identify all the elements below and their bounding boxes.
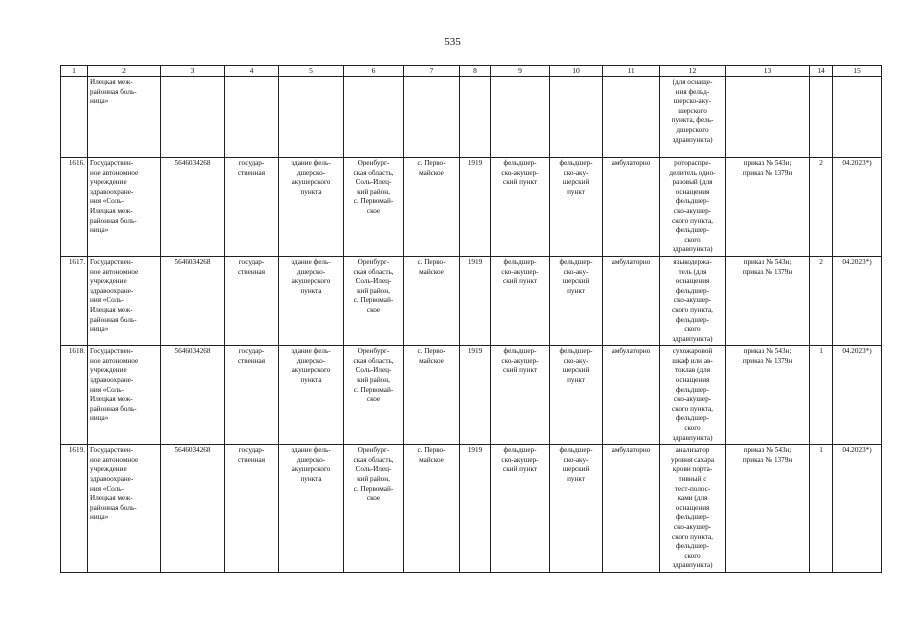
header-cell: 13 — [726, 66, 810, 77]
cell-qty: 2 — [810, 158, 833, 257]
cell-type10: фельдшер- ско-аку- шерский пункт — [550, 158, 603, 257]
cell-address — [344, 77, 404, 158]
cell-type9: фельдшер- ско-акушер- ский пункт — [491, 346, 550, 445]
cell-settlement: с. Перво- майское — [404, 256, 460, 345]
header-cell: 2 — [88, 66, 161, 77]
equipment-table — [60, 65, 882, 573]
cell-address: Оренбург- ская область, Соль-Илец- кий район, с. Первомай- ское — [344, 445, 404, 573]
header-cell: 1 — [61, 66, 88, 77]
cell-settlement: с. Перво- майское — [404, 346, 460, 445]
cell-org: Государствен- ное автономное учреждение здравоохране- ния «Соль- Илецкая меж- районная боль- ница» — [88, 158, 161, 257]
cell-care — [603, 77, 660, 158]
cell-inn: 5646034268 — [161, 445, 225, 573]
cell-year: 1919 — [460, 158, 491, 257]
header-cell: 4 — [225, 66, 279, 77]
cell-inn: 5646034268 — [161, 346, 225, 445]
cell-date — [833, 77, 882, 158]
header-cell: 7 — [404, 66, 460, 77]
cell-org: Илецкая меж- районная боль- ница» — [88, 77, 161, 158]
cell-org: Государствен- ное автономное учреждение здравоохране- ния «Соль- Илецкая меж- районная боль- ница» — [88, 445, 161, 573]
cell-equipment: анализатор уровня сахара крови порта- тивный с тест-полос- ками (для оснащения фельдшер- ско-акушер- ского пункта, фельдшер- ского здравпункта) — [660, 445, 726, 573]
cell-inn — [161, 77, 225, 158]
header-cell: 11 — [603, 66, 660, 77]
cell-type9: фельдшер- ско-акушер- ский пункт — [491, 445, 550, 573]
cell-building: здание фель- дшерско- акушерского пункта — [279, 445, 344, 573]
cell-org: Государствен- ное автономное учреждение здравоохране- ния «Соль- Илецкая меж- районная боль- ница» — [88, 256, 161, 345]
cell-order: приказ № 543н; приказ № 1379н — [726, 158, 810, 257]
cell-settlement — [404, 77, 460, 158]
cell-equipment: сухожаровой шкаф или ав- токлав (для оснащения фельдшер- ско-акушер- ского пункта, фельдшер- ского здравпункта) — [660, 346, 726, 445]
cell-qty: 2 — [810, 256, 833, 345]
cell-num: 1619. — [61, 445, 88, 573]
cell-org: Государствен- ное автономное учреждение здравоохране- ния «Соль- Илецкая меж- районная боль- ница» — [88, 346, 161, 445]
cell-type10: фельдшер- ско-аку- шерский пункт — [550, 346, 603, 445]
cell-type9: фельдшер- ско-акушер- ский пункт — [491, 158, 550, 257]
header-cell: 9 — [491, 66, 550, 77]
cell-address: Оренбург- ская область, Соль-Илец- кий район, с. Первомай- ское — [344, 158, 404, 257]
header-cell: 6 — [344, 66, 404, 77]
cell-order: приказ № 543н; приказ № 1379н — [726, 346, 810, 445]
cell-address: Оренбург- ская область, Соль-Илец- кий район, с. Первомай- ское — [344, 346, 404, 445]
header-cell: 15 — [833, 66, 882, 77]
table-header-row — [61, 66, 882, 77]
cell-ownership: государ- ственная — [225, 256, 279, 345]
cell-type9: фельдшер- ско-акушер- ский пункт — [491, 256, 550, 345]
cell-num: 1617. — [61, 256, 88, 345]
cell-year: 1919 — [460, 346, 491, 445]
cell-building — [279, 77, 344, 158]
cell-building: здание фель- дшерско- акушерского пункта — [279, 256, 344, 345]
cell-equipment: языкодержа- тель (для оснащения фельдшер- ско-акушер- ского пункта, фельдшер- ского здравпункта) — [660, 256, 726, 345]
header-cell: 5 — [279, 66, 344, 77]
header-cell: 8 — [460, 66, 491, 77]
table-row — [61, 445, 882, 573]
cell-address: Оренбург- ская область, Соль-Илец- кий район, с. Первомай- ское — [344, 256, 404, 345]
cell-num: 1618. — [61, 346, 88, 445]
cell-type10: фельдшер- ско-аку- шерский пункт — [550, 256, 603, 345]
cell-care: амбулаторно — [603, 158, 660, 257]
table-row-continuation — [61, 77, 882, 158]
page-number: 535 — [444, 36, 461, 48]
cell-settlement: с. Перво- майское — [404, 158, 460, 257]
cell-ownership: государ- ственная — [225, 158, 279, 257]
cell-type10 — [550, 77, 603, 158]
cell-num — [61, 77, 88, 158]
cell-equipment: (для оснаще- ния фельд- шерско-аку- шерского пункта, фель- дшерского здравпункта) — [660, 77, 726, 158]
cell-year: 1919 — [460, 445, 491, 573]
cell-type10: фельдшер- ско-аку- шерский пункт — [550, 445, 603, 573]
cell-date: 04.2023*) — [833, 256, 882, 345]
cell-ownership: государ- ственная — [225, 445, 279, 573]
cell-building: здание фель- дшерско- акушерского пункта — [279, 158, 344, 257]
cell-care: амбулаторно — [603, 445, 660, 573]
cell-equipment: ротораспре- делитель одно- разовый (для оснащения фельдшер- ско-акушер- ского пункта, фельдшер- ского здравпункта) — [660, 158, 726, 257]
cell-care: амбулаторно — [603, 346, 660, 445]
table-row — [61, 346, 882, 445]
cell-order: приказ № 543н; приказ № 1379н — [726, 256, 810, 345]
cell-type9 — [491, 77, 550, 158]
cell-year: 1919 — [460, 256, 491, 345]
cell-num: 1616. — [61, 158, 88, 257]
cell-inn: 5646034268 — [161, 256, 225, 345]
cell-order: приказ № 543н; приказ № 1379н — [726, 445, 810, 573]
cell-date: 04.2023*) — [833, 445, 882, 573]
header-cell: 10 — [550, 66, 603, 77]
cell-date: 04.2023*) — [833, 158, 882, 257]
cell-ownership — [225, 77, 279, 158]
cell-year — [460, 77, 491, 158]
header-cell: 14 — [810, 66, 833, 77]
cell-date: 04.2023*) — [833, 346, 882, 445]
cell-care: амбулаторно — [603, 256, 660, 345]
header-cell: 3 — [161, 66, 225, 77]
cell-ownership: государ- ственная — [225, 346, 279, 445]
cell-qty: 1 — [810, 346, 833, 445]
cell-building: здание фель- дшерско- акушерского пункта — [279, 346, 344, 445]
table-row — [61, 256, 882, 345]
cell-settlement: с. Перво- майское — [404, 445, 460, 573]
header-cell: 12 — [660, 66, 726, 77]
table-row — [61, 158, 882, 257]
cell-order — [726, 77, 810, 158]
cell-inn: 5646034268 — [161, 158, 225, 257]
cell-qty: 1 — [810, 445, 833, 573]
cell-qty — [810, 77, 833, 158]
